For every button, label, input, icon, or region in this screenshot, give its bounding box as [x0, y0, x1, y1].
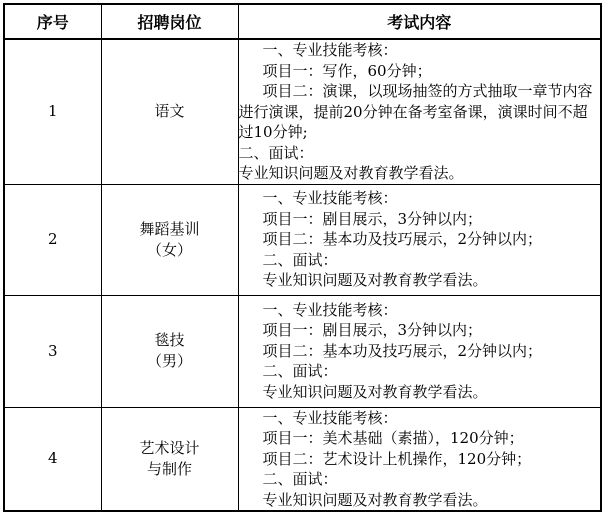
header-position: 招聘岗位 — [101, 4, 238, 39]
content-line: 一、专业技能考核： — [262, 408, 398, 427]
position-line: 语文 — [154, 102, 185, 121]
table-row — [4, 407, 601, 511]
content-line: 过10分钟; — [238, 123, 308, 141]
content-line: 项目一：写作，60分钟； — [262, 61, 432, 80]
header-row — [4, 4, 601, 39]
position-cell — [101, 184, 238, 295]
position-line: 舞蹈基训 — [139, 219, 200, 238]
header-exam-content: 考试内容 — [238, 4, 601, 39]
content-block — [239, 300, 601, 403]
content-line: 项目一：剧目展示，3分钟以内； — [262, 209, 483, 228]
position-line: 毯技 — [154, 331, 185, 349]
content-line: 二、面试： — [262, 470, 338, 488]
content-line: 项目一：美术基础（素描），120分钟； — [262, 429, 524, 447]
exam-content-table — [3, 3, 602, 512]
content-line: 一、专业技能考核： — [262, 41, 398, 59]
content-block — [239, 40, 601, 184]
content-cell — [238, 184, 601, 295]
content-line: 一、专业技能考核： — [262, 189, 398, 208]
seq-cell: 3 — [4, 295, 101, 407]
position-line: 艺术设计 — [139, 438, 200, 457]
content-cell — [238, 39, 601, 184]
table-row — [4, 295, 601, 407]
seq-cell: 2 — [4, 184, 101, 295]
content-line: 二、面试： — [238, 143, 314, 162]
content-line: 二、面试： — [262, 250, 338, 269]
seq-cell: 4 — [4, 407, 101, 511]
content-block — [239, 408, 601, 511]
header-seq: 序号 — [4, 4, 101, 39]
content-line: 项目二：基本功及技巧展示，2分钟以内； — [262, 230, 543, 249]
content-line: 项目二：基本功及技巧展示，2分钟以内； — [262, 341, 543, 360]
content-line: 项目二：演课，以现场抽签的方式抽取一章节内容 — [262, 82, 593, 100]
content-cell — [238, 407, 601, 511]
seq-cell: 1 — [4, 39, 101, 184]
position-line: （女） — [146, 240, 192, 259]
table-row — [4, 39, 601, 184]
content-line: 进行演课，提前20分钟在备考室备课，演课时间不超 — [238, 102, 588, 121]
content-line: 专业知识问题及对教育教学看法。 — [262, 271, 488, 290]
content-line: 专业知识问题及对教育教学看法。 — [238, 164, 464, 182]
position-line: （男） — [146, 352, 192, 370]
content-line: 专业知识问题及对教育教学看法。 — [262, 490, 488, 509]
position-line: 与制作 — [146, 459, 192, 478]
position-cell — [101, 407, 238, 511]
content-block — [239, 188, 601, 291]
position-cell — [101, 295, 238, 407]
content-line: 项目一：剧目展示，3分钟以内； — [262, 321, 483, 340]
content-line: 项目二：艺术设计上机操作，120分钟； — [262, 449, 532, 468]
table-row — [4, 184, 601, 295]
content-cell — [238, 295, 601, 407]
position-cell — [101, 39, 238, 184]
content-line: 专业知识问题及对教育教学看法。 — [262, 382, 488, 401]
content-line: 二、面试： — [262, 362, 338, 381]
content-line: 一、专业技能考核： — [262, 300, 398, 319]
